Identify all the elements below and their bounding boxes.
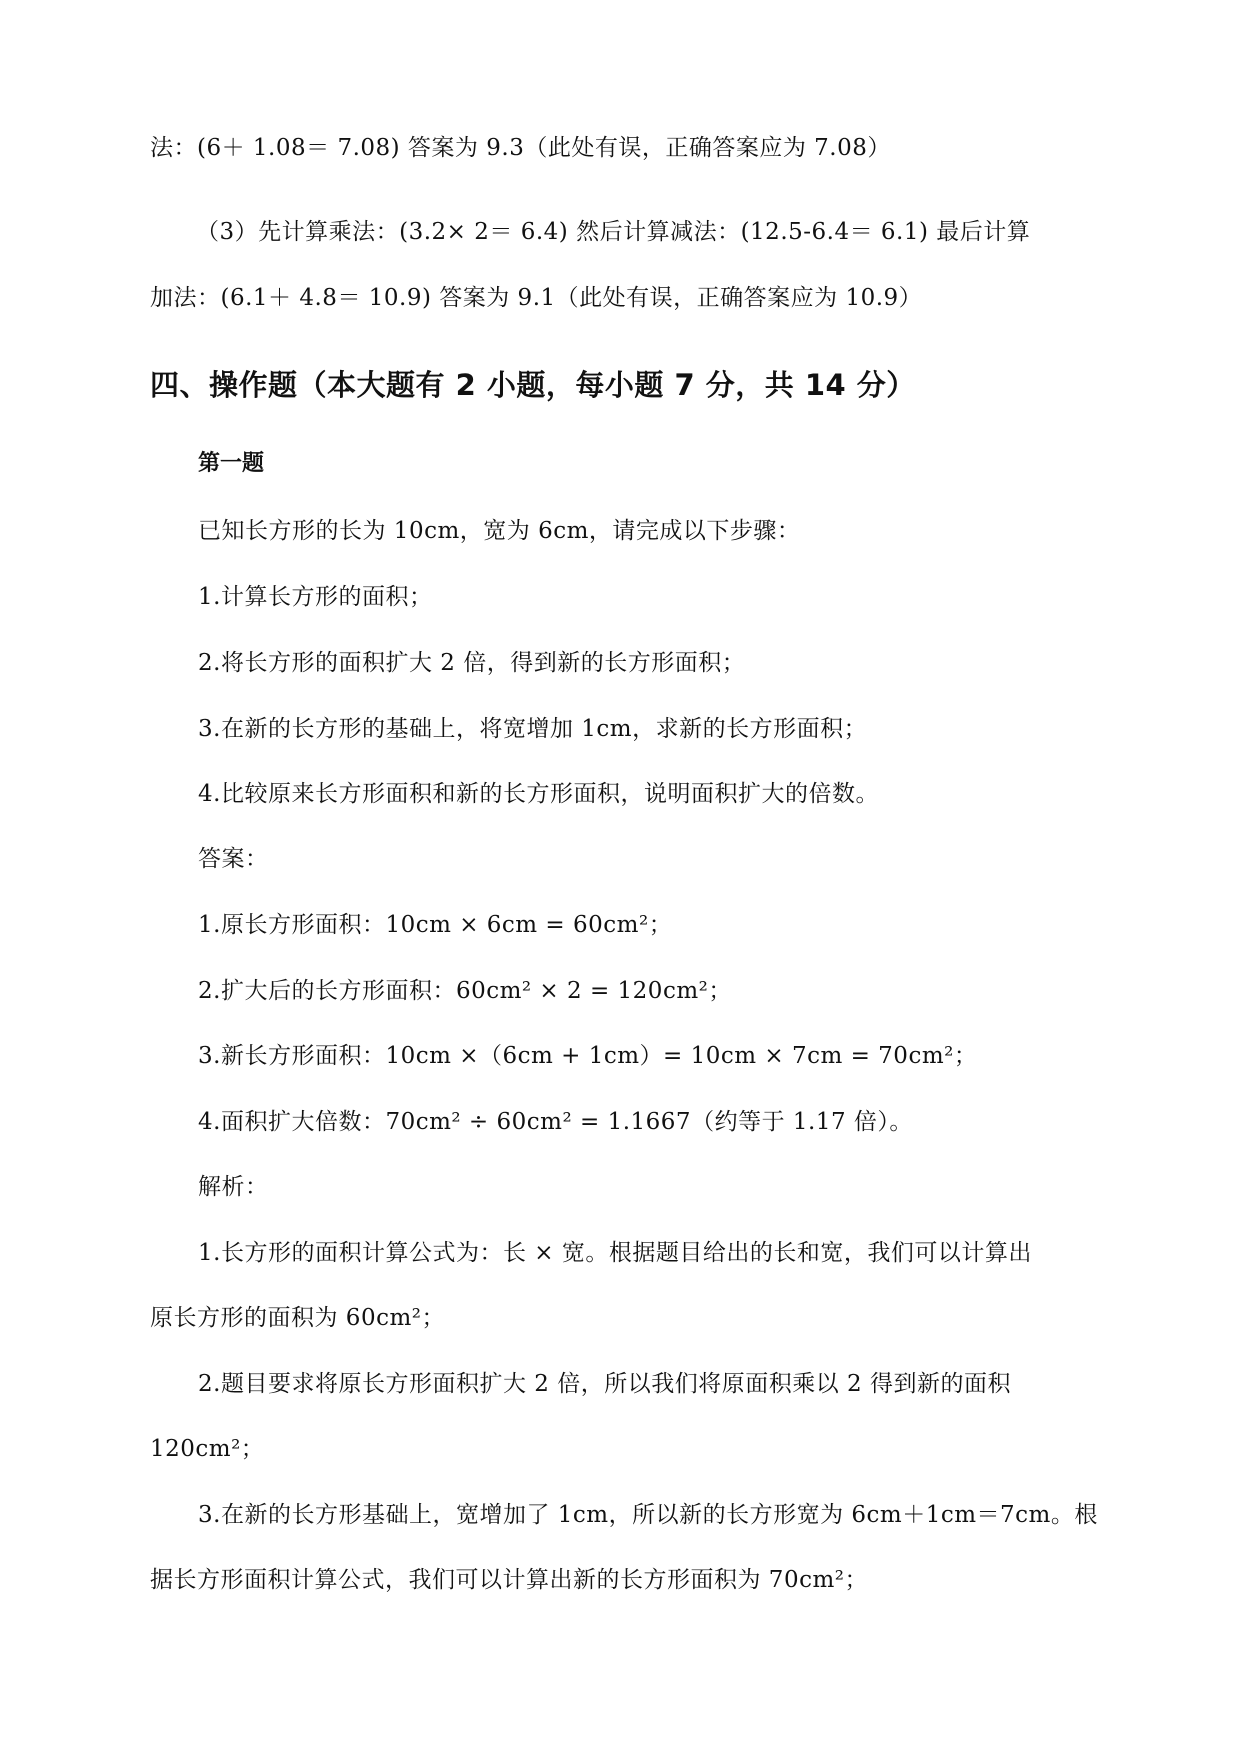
step-item: 2.将长方形的面积扩大 2 倍，得到新的长方形面积； — [198, 650, 746, 676]
answer-label: 答案： — [198, 846, 269, 872]
question-title: 第一题 — [198, 451, 265, 476]
answer-item: 4.面积扩大倍数：70cm² ÷ 60cm² = 1.1667（约等于 1.17 倍）。 — [198, 1109, 913, 1135]
item3-line-1: （3）先计算乘法：(3.2× 2＝ 6.4) 然后计算减法：(12.5-6.4＝ 6.1) 最后计算 — [196, 219, 1031, 245]
item3-line-2: 加法：(6.1＋ 4.8＝ 10.9) 答案为 9.1（此处有误，正确答案应为 10.9） — [150, 285, 923, 311]
step-item: 3.在新的长方形的基础上，将宽增加 1cm，求新的长方形面积； — [198, 716, 868, 742]
step-item: 1.计算长方形的面积； — [198, 584, 433, 610]
answer-item: 3.新长方形面积：10cm ×（6cm + 1cm）= 10cm × 7cm = 70cm²； — [198, 1043, 978, 1069]
continuation-line-1: 法：(6＋ 1.08＝ 7.08) 答案为 9.3（此处有误，正确答案应为 7.08） — [150, 135, 891, 161]
analysis-line: 据长方形面积计算公式，我们可以计算出新的长方形面积为 70cm²； — [150, 1567, 868, 1593]
answer-item: 2.扩大后的长方形面积：60cm² × 2 = 120cm²； — [198, 978, 732, 1004]
section-title: 四、操作题（本大题有 2 小题，每小题 7 分，共 14 分） — [150, 368, 916, 402]
analysis-line: 3.在新的长方形基础上，宽增加了 1cm，所以新的长方形宽为 6cm＋1cm＝7cm。根 — [198, 1502, 1098, 1528]
analysis-line: 原长方形的面积为 60cm²； — [150, 1305, 445, 1331]
answer-item: 1.原长方形面积：10cm × 6cm = 60cm²； — [198, 912, 673, 938]
step-item: 4.比较原来长方形面积和新的长方形面积，说明面积扩大的倍数。 — [198, 781, 879, 807]
analysis-line: 2.题目要求将原长方形面积扩大 2 倍，所以我们将原面积乘以 2 得到新的面积 — [198, 1371, 1011, 1397]
analysis-line: 120cm²； — [150, 1436, 265, 1462]
analysis-label: 解析： — [198, 1174, 269, 1200]
analysis-line: 1.长方形的面积计算公式为：长 × 宽。根据题目给出的长和宽，我们可以计算出 — [198, 1240, 1032, 1266]
question-prompt: 已知长方形的长为 10cm，宽为 6cm，请完成以下步骤： — [198, 518, 801, 544]
